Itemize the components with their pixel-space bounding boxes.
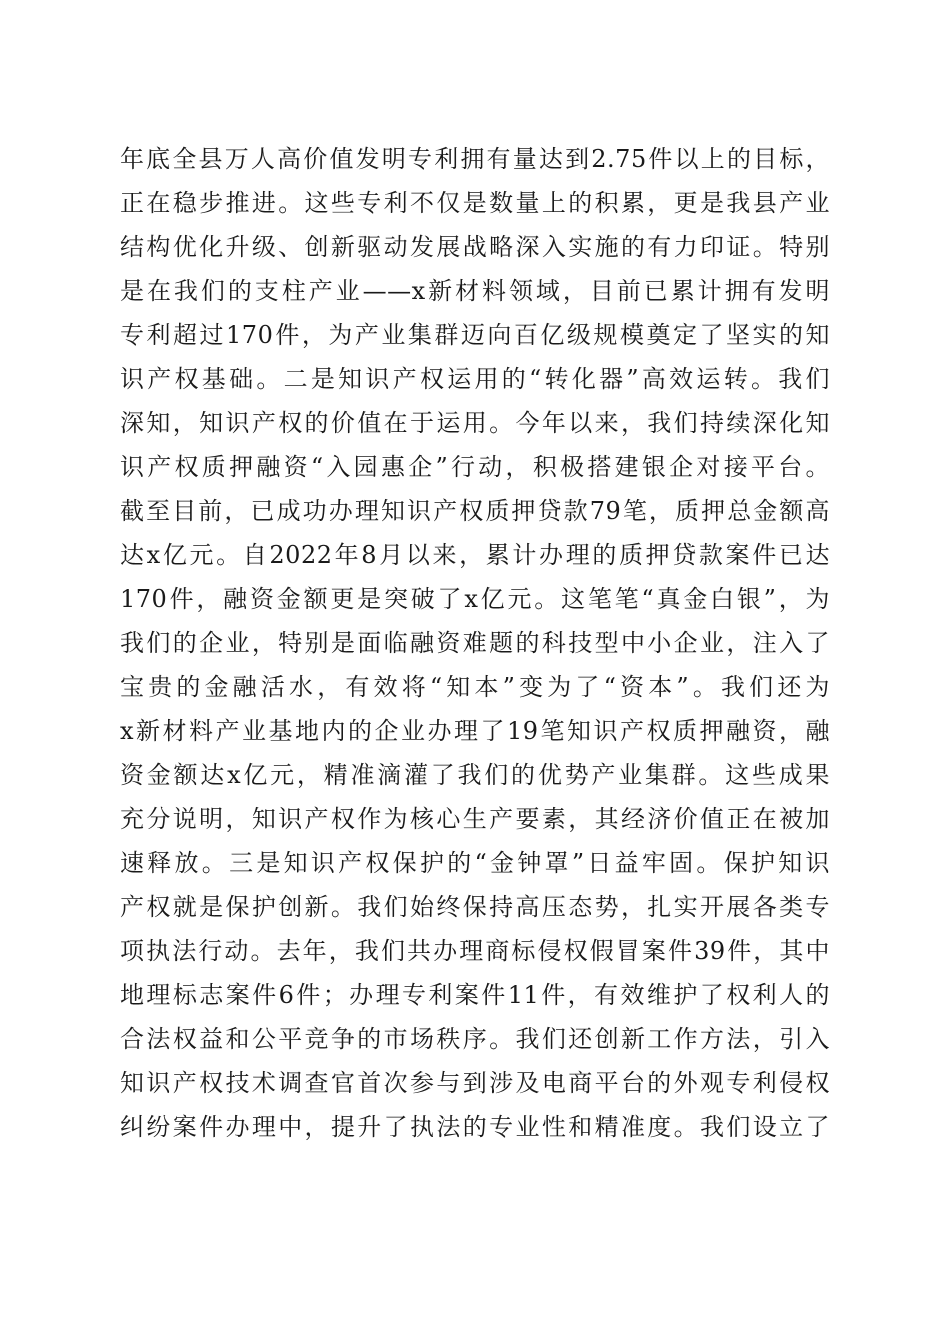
text-line: 我们的企业，特别是面临融资难题的科技型中小企业，注入了 bbox=[120, 629, 830, 657]
text-line: 项执法行动。去年，我们共办理商标侵权假冒案件39件，其中 bbox=[120, 937, 830, 965]
text-line: 知识产权技术调查官首次参与到涉及电商平台的外观专利侵权 bbox=[120, 1069, 830, 1097]
body-paragraph bbox=[120, 137, 830, 1149]
text-line: x新材料产业基地内的企业办理了19笔知识产权质押融资，融 bbox=[120, 717, 830, 745]
text-line: 识产权基础。二是知识产权运用的“转化器”高效运转。我们 bbox=[120, 365, 830, 393]
text-line: 专利超过170件，为产业集群迈向百亿级规模奠定了坚实的知 bbox=[120, 321, 830, 349]
text-line: 正在稳步推进。这些专利不仅是数量上的积累，更是我县产业 bbox=[120, 189, 830, 217]
text-line: 结构优化升级、创新驱动发展战略深入实施的有力印证。特别 bbox=[120, 233, 830, 261]
text-line: 合法权益和公平竞争的市场秩序。我们还创新工作方法，引入 bbox=[120, 1025, 830, 1053]
text-line: 宝贵的金融活水，有效将“知本”变为了“资本”。我们还为 bbox=[120, 673, 830, 701]
text-line: 识产权质押融资“入园惠企”行动，积极搭建银企对接平台。 bbox=[120, 453, 830, 481]
text-line: 地理标志案件6件；办理专利案件11件，有效维护了权利人的 bbox=[120, 981, 830, 1009]
text-line: 充分说明，知识产权作为核心生产要素，其经济价值正在被加 bbox=[120, 805, 830, 833]
text-line: 纠纷案件办理中，提升了执法的专业性和精准度。我们设立了 bbox=[120, 1113, 830, 1141]
text-line: 170件，融资金额更是突破了x亿元。这笔笔“真金白银”，为 bbox=[120, 585, 830, 613]
text-line: 截至目前，已成功办理知识产权质押贷款79笔，质押总金额高 bbox=[120, 497, 830, 525]
text-line: 深知，知识产权的价值在于运用。今年以来，我们持续深化知 bbox=[120, 409, 830, 437]
text-line: 是在我们的支柱产业——x新材料领域，目前已累计拥有发明 bbox=[120, 277, 830, 305]
text-line: 产权就是保护创新。我们始终保持高压态势，扎实开展各类专 bbox=[120, 893, 830, 921]
text-line: 年底全县万人高价值发明专利拥有量达到2.75件以上的目标， bbox=[120, 145, 830, 173]
text-line: 资金额达x亿元，精准滴灌了我们的优势产业集群。这些成果 bbox=[120, 761, 830, 789]
text-line: 速释放。三是知识产权保护的“金钟罩”日益牢固。保护知识 bbox=[120, 849, 830, 877]
text-line: 达x亿元。自2022年8月以来，累计办理的质押贷款案件已达 bbox=[120, 541, 830, 569]
